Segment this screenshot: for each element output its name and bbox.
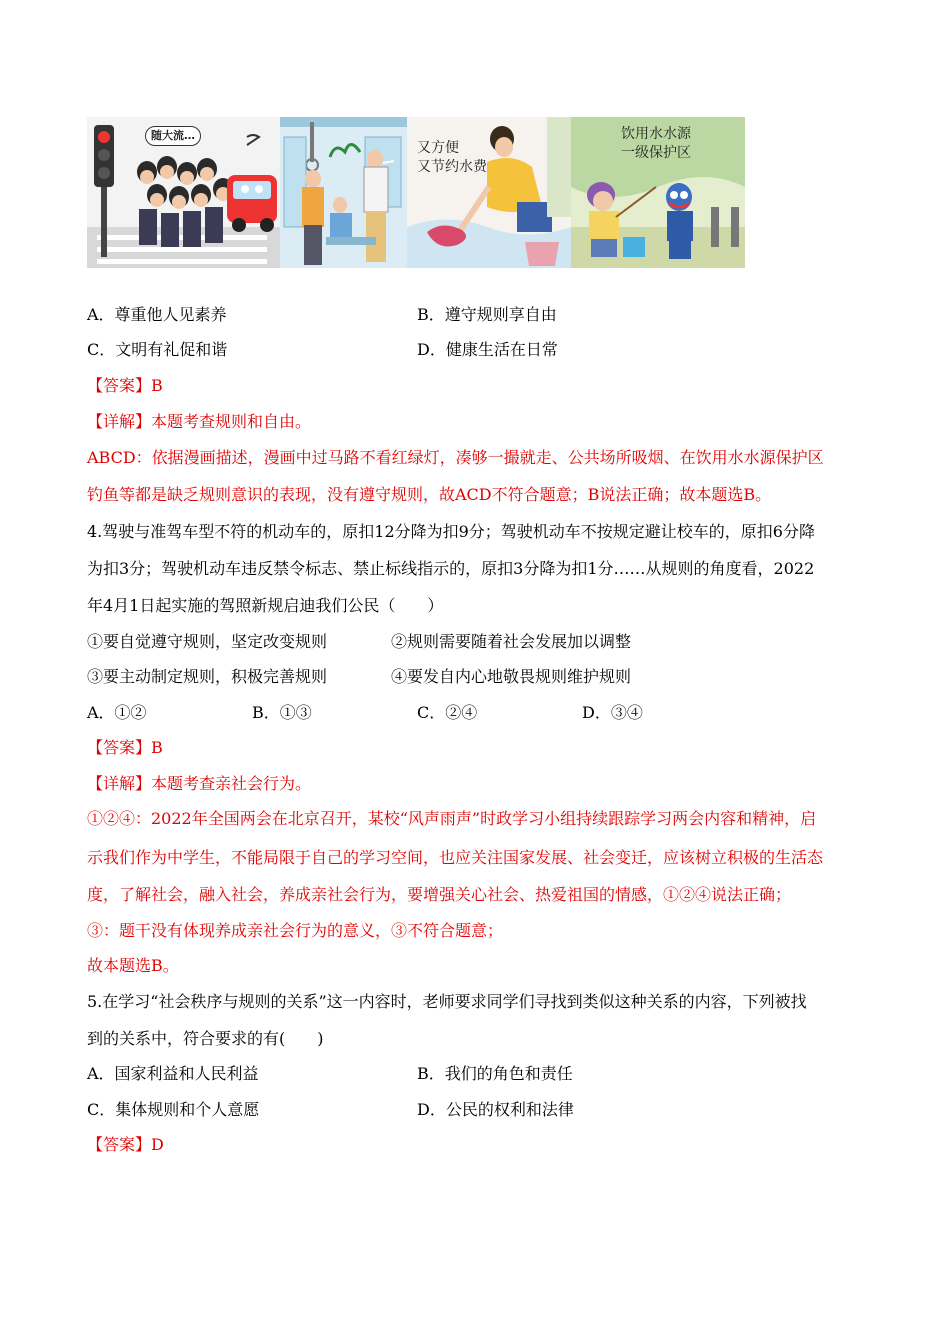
q3-detail bbox=[87, 412, 311, 432]
q4-explanation-line-2: 示我们作为中学生，不能局限于自己的学习空间，也应关注国家发展、社会变迁，应该树立积极的生活态 bbox=[87, 848, 824, 867]
q5-option-d: D．公民的权利和法律 bbox=[417, 1100, 574, 1119]
q4-explanation-line-4: ③：题干没有体现养成亲社会行为的意义，③不符合题意； bbox=[87, 921, 504, 940]
comic-panel-fishing bbox=[571, 117, 745, 268]
q4-explanation-line-1: ①②④：2022年全国两会在北京召开，某校“风声雨声”时政学习小组持续跟踪学习两会内容和精神，启 bbox=[87, 809, 817, 828]
comic-panel-bus-smoking bbox=[280, 117, 407, 268]
q4-option-c: C．②④ bbox=[417, 703, 478, 722]
q5-option-b: B．我们的角色和责任 bbox=[417, 1064, 573, 1083]
q4-option-a: A．①② bbox=[87, 703, 147, 722]
q3-option-d: D．健康生活在日常 bbox=[417, 340, 558, 359]
q3-explanation-line-2: 钓鱼等都是缺乏规则意识的表现，没有遵守规则，故ACD不符合题意；B说法正确；故本题选B。 bbox=[87, 485, 772, 504]
bus-smoking-illustration bbox=[280, 117, 407, 268]
q4-option-d: D．③④ bbox=[582, 703, 643, 722]
q4-explanation-line-3: 度，了解社会，融入社会，养成亲社会行为，要增强关心社会、热爱祖国的情感，①②④说法正确； bbox=[87, 885, 792, 904]
q4-statement-2: ②规则需要随着社会发展加以调整 bbox=[391, 632, 632, 651]
q3-detail-text: 【详解】本题考查规则和自由。 bbox=[87, 412, 312, 431]
q3-option-b: B．遵守规则享自由 bbox=[417, 305, 557, 324]
q4-detail: 【详解】本题考查亲社会行为。 bbox=[87, 774, 312, 793]
q3-explanation-line-1: ABCD：依据漫画描述，漫画中过马路不看红绿灯，凑够一撮就走、公共场所吸烟、在饮用水水源保护区 bbox=[87, 448, 824, 467]
comic-caption-text: 又方便 又节约水费 bbox=[417, 140, 487, 175]
q3-option-a: A．尊重他人见素养 bbox=[87, 305, 227, 324]
q4-stem-line-3: 年4月1日起实施的驾照新规启迪我们公民（ ） bbox=[87, 596, 444, 615]
q5-answer: 【答案】D bbox=[87, 1135, 164, 1154]
q4-answer: 【答案】B bbox=[87, 738, 163, 757]
q4-statement-1: ①要自觉遵守规则，坚定改变规则 bbox=[87, 632, 328, 651]
q4-stem-line-2: 为扣3分；驾驶机动车违反禁令标志、禁止标线指示的，原扣3分降为扣1分……从规则的角度看，2022 bbox=[87, 559, 815, 578]
q4-statement-4: ④要发自内心地敬畏规则维护规则 bbox=[391, 667, 632, 686]
speech-bubble-text: 随大流… bbox=[145, 126, 201, 146]
q4-statement-3: ③要主动制定规则，积极完善规则 bbox=[87, 667, 328, 686]
q3-option-c: C．文明有礼促和谐 bbox=[87, 340, 228, 359]
q4-option-b: B．①③ bbox=[252, 703, 312, 722]
q5-option-a: A．国家利益和人民利益 bbox=[87, 1064, 259, 1083]
comic-panel-traffic bbox=[87, 117, 280, 268]
comic-sign-text: 饮用水水源 一级保护区 bbox=[621, 126, 691, 161]
q4-explanation-line-5: 故本题选B。 bbox=[87, 956, 179, 975]
q3-answer: 【答案】B bbox=[87, 376, 163, 395]
comic-panel-washing bbox=[407, 117, 571, 268]
q5-stem-line-1: 5.在学习“社会秩序与规则的关系”这一内容时，老师要求同学们寻找到类似这种关系的内容，下列被找 bbox=[87, 992, 807, 1011]
q5-option-c: C．集体规则和个人意愿 bbox=[87, 1100, 260, 1119]
q4-stem-line-1: 4.驾驶与准驾车型不符的机动车的，原扣12分降为扣9分；驾驶机动车不按规定避让校车的，原扣6分降 bbox=[87, 522, 815, 541]
q5-stem-line-2: 到的关系中，符合要求的有( ) bbox=[87, 1029, 324, 1048]
comic-strip-image bbox=[87, 117, 745, 268]
